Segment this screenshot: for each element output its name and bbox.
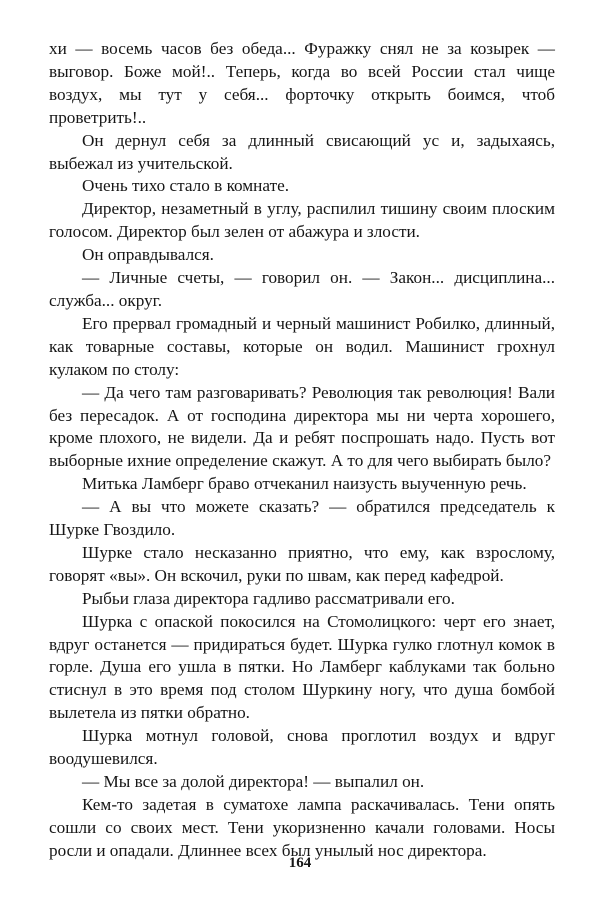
paragraph-5: Он оправдывался. (82, 245, 214, 265)
paragraph-1: хи — восемь часов без обеда... Фуражку снял не за козырек — выговор. Боже мой!.. Теперь, когда во всей России стал чище воздух, мы тут у себя... форточку открыть боимся, чтоб проветрить!.. (49, 39, 555, 127)
paragraph-7: Его прервал громадный и черный машинист Робилко, длинный, как товарные составы, которые он водил. Машинист грохнул кулаком по столу: (49, 313, 555, 379)
paragraph-13: Шурка с опаской покосился на Стомолицкого: черт его знает, вдруг останется — придираться будет. Шурка гулко глотнул комок в горле. Душа его ушла в пятки. Но Ламберг каблуками так больно стиснул в это время под столом Шуркину ногу, что душа бомбой вылетела из пятки обратно. (49, 611, 555, 723)
paragraph-8: — Да чего там разговаривать? Революция так революция! Вали без пересадок. А от господина директора мы ни черта хорошего, кроме плохого, не видели. Да и ребят поспрошать надо. Пусть вот выборные ихние определение скажут. А то для чего выбирать было? (49, 382, 555, 471)
page-text (49, 38, 555, 863)
paragraph-3: Очень тихо стало в комнате. (82, 176, 290, 196)
paragraph-14: Шурка мотнул головой, снова проглотил воздух и вдруг воодушевился. (49, 726, 555, 769)
paragraph-4: Директор, незаметный в углу, распилил тишину своим плоским голосом. Директор был зелен от абажура и злости. (49, 199, 555, 242)
page-number: 164 (288, 855, 312, 871)
paragraph-12: Рыбьи глаза директора гадливо рассматривали его. (82, 588, 455, 608)
paragraph-9: Митька Ламберг браво отчеканил наизусть выученную речь. (82, 474, 527, 494)
paragraph-2: Он дернул себя за длинный свисающий ус и, задыхаясь, выбежал из учительской. (49, 130, 555, 173)
paragraph-10: — А вы что можете сказать? — обратился председатель к Шурке Гвоздило. (49, 497, 555, 540)
paragraph-11: Шурке стало несказанно приятно, что ему, как взрослому, говорят «вы». Он вскочил, руки по швам, как перед кафедрой. (49, 542, 555, 585)
paragraph-15: — Мы все за долой директора! — выпалил он. (82, 772, 425, 791)
paragraph-6: — Личные счеты, — говорил он. — Закон... дисциплина... служба... округ. (49, 268, 555, 310)
paragraph-16: Кем-то задетая в суматохе лампа раскачивалась. Тени опять сошли со своих мест. Тени укоризненно качали головами. Носы росли и опадали. Длиннее всех был унылый нос директора. (49, 794, 555, 860)
